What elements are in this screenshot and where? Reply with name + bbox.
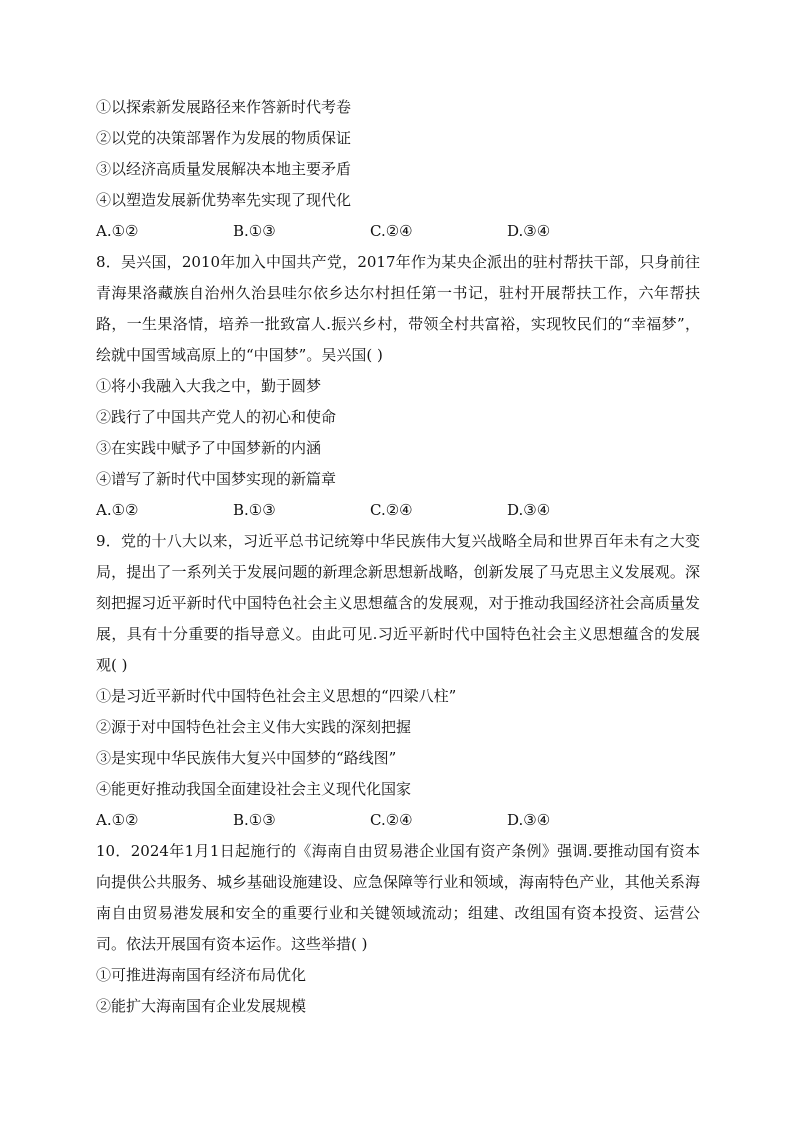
q9-option-c: C.②④ [370,811,413,829]
q8-option-b: B.①③ [233,501,276,519]
question-7 [96,92,700,247]
q8-statement-3: ③在实践中赋予了中国梦新的内涵 [96,439,322,457]
page-content [96,92,700,1022]
q9-options [96,805,700,836]
q8-option-a: A.①② [96,501,139,519]
q9-statement-3: ③是实现中华民族伟大复兴中国梦的“路线图” [96,749,397,767]
q10-statement-1: ①可推进海南国有经济布局优化 [96,966,307,984]
q9-statement-2: ②源于对中国特色社会主义伟大实践的深刻把握 [96,718,412,736]
q7-statement-3: ③以经济高质量发展解决本地主要矛盾 [96,160,352,178]
q8-statement-4: ④谱写了新时代中国梦实现的新篇章 [96,470,337,488]
question-9 [96,526,700,836]
q8-options [96,495,700,526]
q7-statement-1: ①以探索新发展路径来作答新时代考卷 [96,98,352,116]
q9-statement-4: ④能更好推动我国全面建设社会主义现代化国家 [96,780,412,798]
q10-stem: 10．2024年1月1日起施行的《海南自由贸易港企业国有资产条例》强调.要推动国有资本向提供公共服务、城乡基础设施建设、应急保障等行业和领域，海南特色产业，其他关系海南自由贸易港发展和安全的重要行业和关键领域流动；组建、改组国有资本投资、运营公司。依法开展国有资本运作。这些举措( ) [96,842,700,953]
q10-statement-2: ②能扩大海南国有企业发展规模 [96,997,307,1015]
q7-option-d: D.③④ [507,222,551,240]
q9-option-d: D.③④ [507,811,551,829]
q9-stem: 9．党的十八大以来，习近平总书记统筹中华民族伟大复兴战略全局和世界百年未有之大变局，提出了一系列关于发展问题的新理念新思想新战略，创新发展了马克思主义发展观。深刻把握习近平新时代中国特色社会主义思想蕴含的发展观，对于推动我国经济社会高质量发展，具有十分重要的指导意义。由此可见.习近平新时代中国特色社会主义思想蕴含的发展观( ) [96,532,700,674]
q7-option-c: C.②④ [370,222,413,240]
q9-option-b: B.①③ [233,811,276,829]
q7-option-b: B.①③ [233,222,276,240]
q8-option-c: C.②④ [370,501,413,519]
q8-option-d: D.③④ [507,501,551,519]
q7-statement-2: ②以党的决策部署作为发展的物质保证 [96,129,352,147]
q9-statement-1: ①是习近平新时代中国特色社会主义思想的“四梁八柱” [96,687,457,705]
q7-statement-4: ④以塑造发展新优势率先实现了现代化 [96,191,352,209]
q8-statement-2: ②践行了中国共产党人的初心和使命 [96,408,337,426]
question-8 [96,247,700,526]
q7-options [96,216,700,247]
q9-option-a: A.①② [96,811,139,829]
q8-stem: 8．吴兴国，2010年加入中国共产党，2017年作为某央企派出的驻村帮扶干部，只身前往青海果洛藏族自治州久治县哇尔依乡达尔村担任第一书记，驻村开展帮扶工作，六年帮扶路，一生果洛情，培养一批致富人.振兴乡村，带领全村共富裕，实现牧民们的“幸福梦”，绘就中国雪域高原上的“中国梦”。吴兴国( ) [96,253,700,364]
q8-statement-1: ①将小我融入大我之中，勤于圆梦 [96,377,322,395]
q7-option-a: A.①② [96,222,139,240]
question-10 [96,836,700,1022]
